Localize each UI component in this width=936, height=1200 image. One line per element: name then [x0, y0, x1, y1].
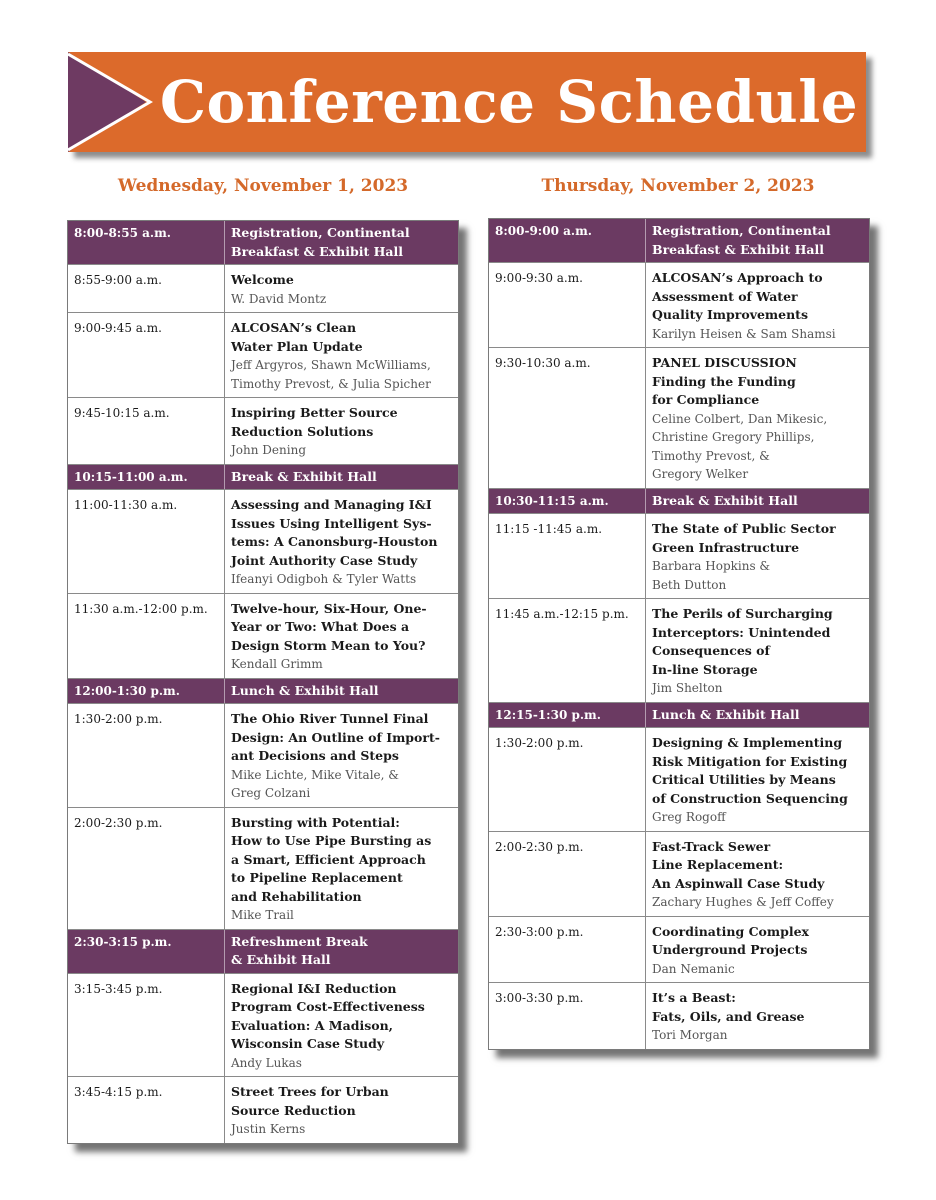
session-speakers: Mike Trail: [231, 908, 294, 922]
session-title: Break & Exhibit Hall: [652, 492, 798, 508]
session-title: It’s a Beast: Fats, Oils, and Grease: [652, 990, 805, 1024]
session-info: [646, 703, 869, 728]
schedule-row: [68, 808, 458, 930]
session-speakers: Kendall Grimm: [231, 657, 323, 671]
session-info: [225, 930, 458, 973]
session-speakers: Karilyn Heisen & Sam Shamsi: [652, 326, 836, 341]
schedule-break-row: [489, 489, 869, 515]
session-info: [225, 490, 458, 593]
session-speakers: Mike Lichte, Mike Vitale, & Greg Colzani: [231, 767, 399, 800]
session-time: 3:45-4:15 p.m.: [68, 1077, 225, 1143]
session-time: 3:15-3:45 p.m.: [68, 974, 225, 1077]
session-speakers: W. David Montz: [231, 291, 327, 306]
schedule-row: [68, 974, 458, 1078]
session-time: 11:45 a.m.-12:15 p.m.: [489, 599, 646, 702]
session-title: The Ohio River Tunnel Final Design: An Outline of Import- ant Decisions and Steps: [231, 711, 440, 763]
session-speakers: Ifeanyi Odigboh & Tyler Watts: [231, 572, 417, 586]
session-speakers: Celine Colbert, Dan Mikesic, Christine Gregory Phillips, Timothy Prevost, & Gregory Welker: [652, 411, 828, 481]
session-title: Bursting with Potential: How to Use Pipe Bursting as a Smart, Efficient Approach to Pipeline Replacement and Rehabilitation: [231, 814, 432, 904]
session-info: [646, 983, 869, 1049]
session-speakers: Greg Rogoff: [652, 810, 726, 824]
session-info: [646, 917, 869, 983]
session-speakers: Jeff Argyros, Shawn McWilliams, Timothy Prevost, & Julia Spicher: [231, 358, 431, 391]
schedule-row: [68, 1077, 458, 1143]
session-info: [225, 594, 458, 678]
session-info: [225, 313, 458, 397]
schedule-row: [489, 917, 869, 984]
session-info: [646, 219, 869, 262]
session-title: Registration, Continental Breakfast & Exhibit Hall: [652, 223, 831, 257]
session-title: Twelve-hour, Six-Hour, One- Year or Two: What Does a Design Storm Mean to You?: [231, 600, 427, 653]
session-time: 9:30-10:30 a.m.: [489, 348, 646, 488]
session-info: [646, 599, 869, 702]
session-title: Assessing and Managing I&I Issues Using Intelligent Sys- tems: A Canonsburg-Houston Joint Authority Case Study: [231, 497, 438, 568]
session-info: [225, 974, 458, 1077]
schedule-row: [68, 704, 458, 808]
session-info: [225, 704, 458, 807]
session-info: [225, 465, 458, 490]
session-speakers: Barbara Hopkins & Beth Dutton: [652, 559, 771, 592]
session-title: Fast-Track Sewer Line Replacement: An Aspinwall Case Study: [652, 838, 825, 891]
session-time: 8:00-8:55 a.m.: [68, 221, 225, 264]
session-time: 11:00-11:30 a.m.: [68, 490, 225, 593]
schedule-break-row: [68, 465, 458, 491]
session-title: ALCOSAN’s Approach to Assessment of Water Quality Improvements: [652, 270, 823, 322]
session-info: [225, 221, 458, 264]
session-title: ALCOSAN’s Clean Water Plan Update: [231, 320, 363, 354]
schedule-row: [489, 514, 869, 599]
session-info: [225, 265, 458, 312]
session-info: [225, 1077, 458, 1143]
session-info: [646, 263, 869, 347]
session-title: Regional I&I Reduction Program Cost-Effectiveness Evaluation: A Madison, Wisconsin Case Study: [231, 980, 425, 1051]
schedule-break-row: [68, 930, 458, 974]
session-title: The State of Public Sector Green Infrastructure: [652, 521, 836, 555]
schedule-row: [489, 983, 869, 1049]
session-time: 12:15-1:30 p.m.: [489, 703, 646, 728]
session-info: [646, 489, 869, 514]
session-title: Coordinating Complex Underground Projects: [652, 923, 809, 957]
session-time: 11:30 a.m.-12:00 p.m.: [68, 594, 225, 678]
session-title: Break & Exhibit Hall: [231, 468, 377, 484]
session-time: 2:30-3:00 p.m.: [489, 917, 646, 983]
session-title: Lunch & Exhibit Hall: [652, 706, 800, 722]
schedule-break-row: [68, 679, 458, 705]
session-time: 1:30-2:00 p.m.: [489, 728, 646, 831]
schedule-break-row: [489, 219, 869, 263]
session-time: 10:30-11:15 a.m.: [489, 489, 646, 514]
session-info: [646, 832, 869, 916]
session-title: Lunch & Exhibit Hall: [231, 682, 379, 698]
schedule-row: [489, 832, 869, 917]
session-speakers: Jim Shelton: [652, 681, 723, 695]
schedule-row: [489, 728, 869, 832]
session-speakers: John Dening: [231, 443, 307, 457]
schedule-row: [489, 263, 869, 348]
schedule-row: [489, 599, 869, 703]
session-info: [646, 728, 869, 831]
session-title: Registration, Continental Breakfast & Exhibit Hall: [231, 225, 410, 259]
schedule-row: [68, 265, 458, 313]
schedule-break-row: [489, 703, 869, 729]
session-info: [225, 679, 458, 704]
session-time: 2:00-2:30 p.m.: [68, 808, 225, 929]
session-time: 8:55-9:00 a.m.: [68, 265, 225, 312]
session-speakers: Zachary Hughes & Jeff Coffey: [652, 895, 834, 909]
header-banner: [68, 52, 866, 152]
session-title: Designing & Implementing Risk Mitigation for Existing Critical Utilities by Means of Construction Sequencing: [652, 735, 848, 806]
schedule-row: [68, 398, 458, 465]
session-title: Street Trees for Urban Source Reduction: [231, 1084, 389, 1118]
session-time: 2:00-2:30 p.m.: [489, 832, 646, 916]
schedule-row: [68, 490, 458, 594]
schedule-table-thursday: [488, 218, 870, 1050]
day-heading-wednesday: Wednesday, November 1, 2023: [117, 176, 409, 196]
session-info: [225, 398, 458, 464]
session-title: PANEL DISCUSSION Finding the Funding for Compliance: [652, 355, 797, 407]
session-title: Refreshment Break & Exhibit Hall: [231, 933, 368, 967]
session-time: 11:15 -11:45 a.m.: [489, 514, 646, 598]
schedule-row: [489, 348, 869, 489]
schedule-break-row: [68, 221, 458, 265]
session-time: 1:30-2:00 p.m.: [68, 704, 225, 807]
session-speakers: Justin Kerns: [231, 1122, 306, 1136]
session-title: Inspiring Better Source Reduction Solutions: [231, 405, 398, 439]
page-title: Conference Schedule: [159, 68, 859, 136]
session-time: 2:30-3:15 p.m.: [68, 930, 225, 973]
session-time: 8:00-9:00 a.m.: [489, 219, 646, 262]
schedule-row: [68, 594, 458, 679]
session-speakers: Dan Nemanic: [652, 961, 735, 976]
session-info: [646, 348, 869, 488]
session-title: The Perils of Surcharging Interceptors: Unintended Consequences of In-line Storage: [652, 606, 833, 677]
schedule-table-wednesday: [67, 220, 459, 1144]
session-time: 9:45-10:15 a.m.: [68, 398, 225, 464]
session-time: 12:00-1:30 p.m.: [68, 679, 225, 704]
session-title: Welcome: [231, 272, 294, 287]
session-info: [646, 514, 869, 598]
schedule-row: [68, 313, 458, 398]
session-speakers: Tori Morgan: [652, 1028, 728, 1042]
session-speakers: Andy Lukas: [231, 1055, 302, 1070]
banner-arrow-outline: [68, 52, 154, 152]
session-time: 3:00-3:30 p.m.: [489, 983, 646, 1049]
session-info: [225, 808, 458, 929]
day-heading-thursday: Thursday, November 2, 2023: [541, 176, 815, 196]
session-time: 10:15-11:00 a.m.: [68, 465, 225, 490]
session-time: 9:00-9:45 a.m.: [68, 313, 225, 397]
session-time: 9:00-9:30 a.m.: [489, 263, 646, 347]
